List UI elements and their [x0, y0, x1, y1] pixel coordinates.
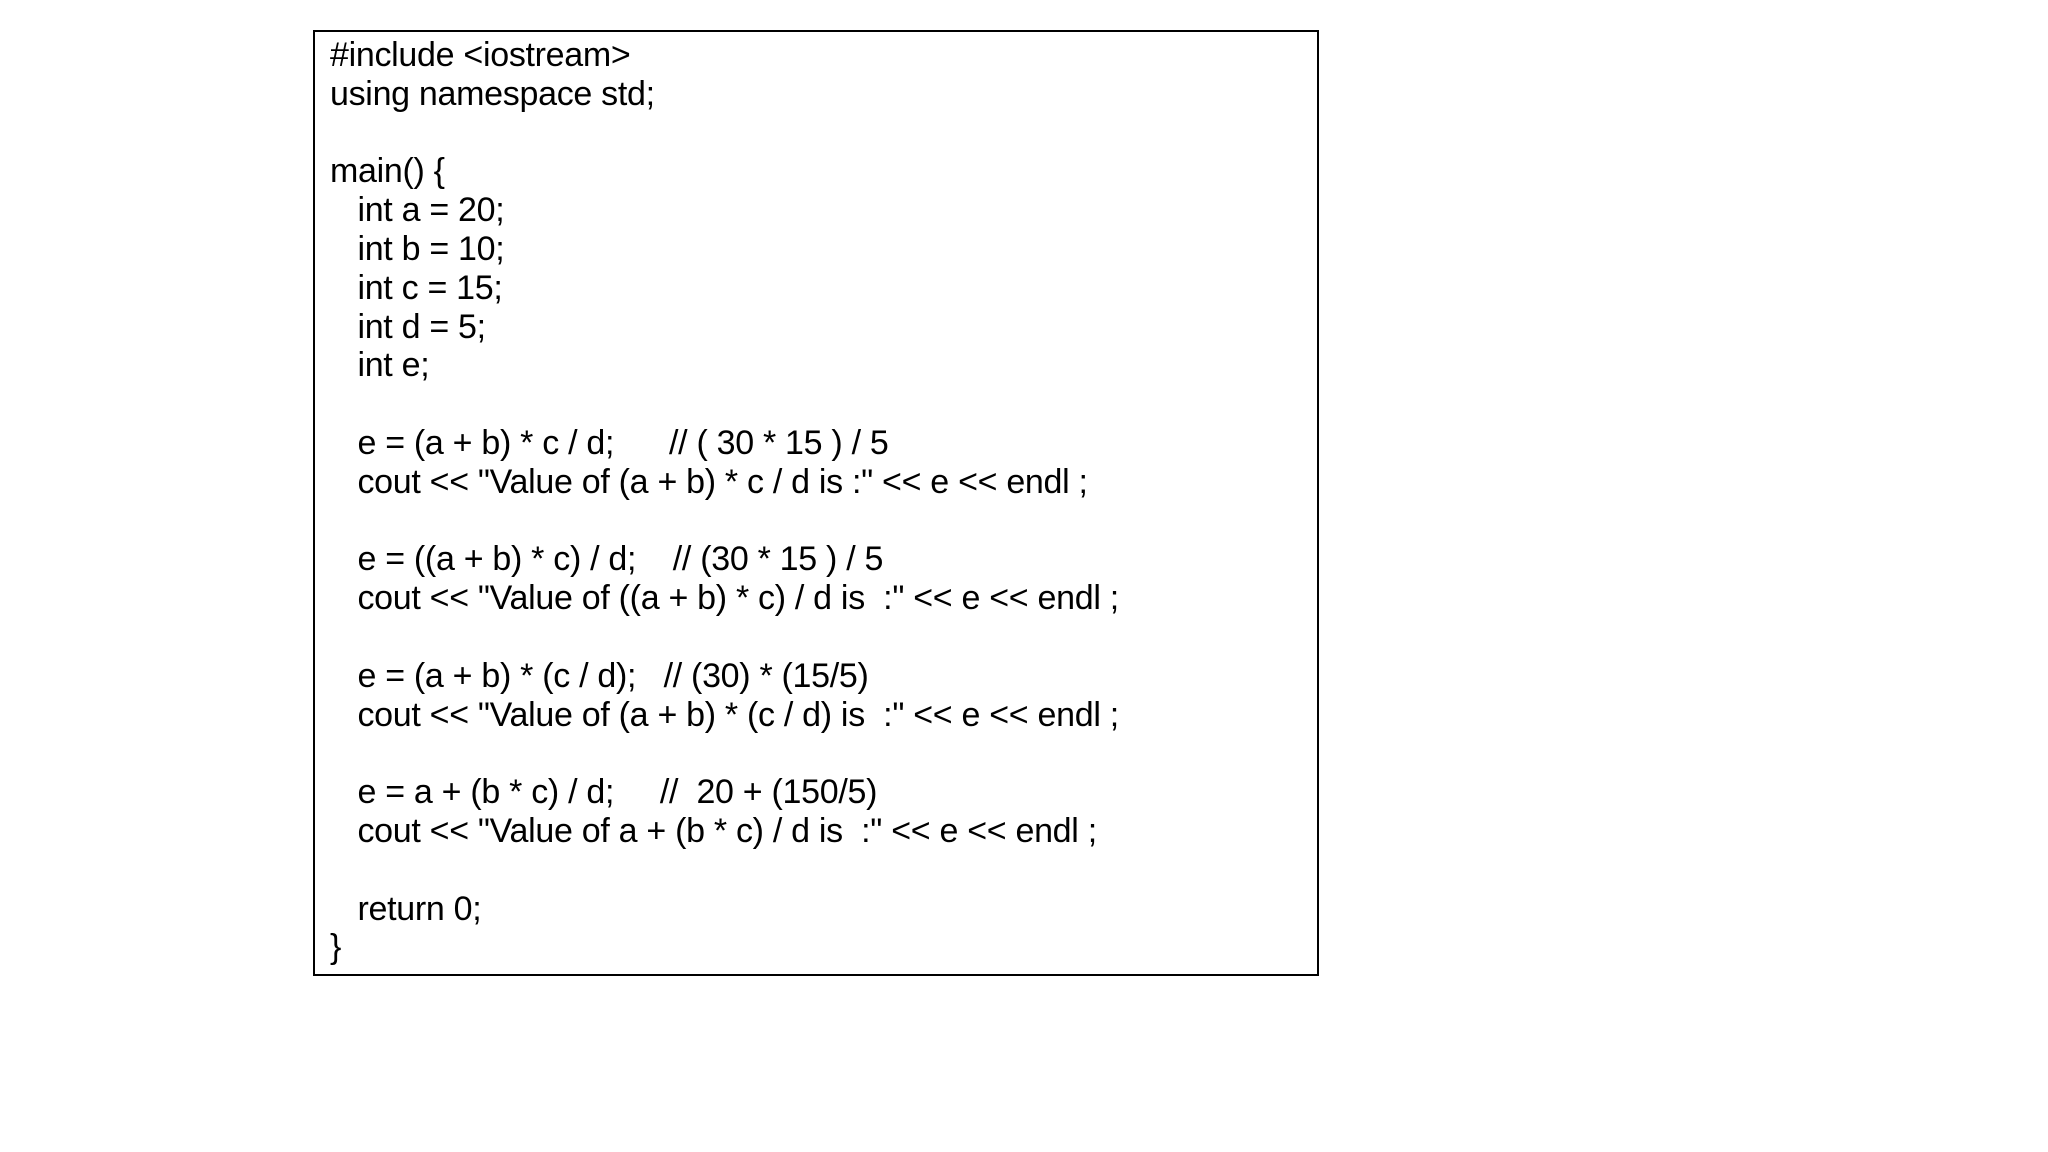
- code-line: cout << "Value of (a + b) * c / d is :" << e << endl ;: [330, 462, 1088, 501]
- code-line: cout << "Value of ((a + b) * c) / d is :" << e << endl ;: [330, 579, 1119, 618]
- code-line: using namespace std;: [330, 74, 655, 113]
- code-line: int a = 20;: [330, 191, 505, 230]
- code-line: e = ((a + b) * c) / d; // (30 * 15 ) / 5: [330, 540, 884, 579]
- code-line: [330, 851, 1119, 890]
- code-line: int b = 10;: [330, 229, 505, 268]
- code-line: [330, 114, 1119, 153]
- code-line: [330, 385, 1119, 424]
- code-line: [330, 618, 1119, 657]
- code-line: main() {: [330, 152, 445, 191]
- code-line: return 0;: [330, 889, 482, 928]
- code-listing-box: [313, 30, 1319, 976]
- code-line: e = a + (b * c) / d; // 20 + (150/5): [330, 773, 878, 812]
- code-line: [330, 502, 1119, 541]
- code-line: int c = 15;: [330, 268, 503, 307]
- code-line: e = (a + b) * (c / d); // (30) * (15/5): [330, 656, 869, 695]
- code-line: cout << "Value of a + (b * c) / d is :" << e << endl ;: [330, 811, 1097, 850]
- code-line: int e;: [330, 346, 430, 385]
- code-lines: [330, 36, 1119, 967]
- code-line: [330, 734, 1119, 773]
- code-line: int d = 5;: [330, 307, 486, 346]
- code-line: }: [330, 928, 342, 967]
- code-line: e = (a + b) * c / d; // ( 30 * 15 ) / 5: [330, 423, 889, 462]
- code-line: #include <iostream>: [330, 36, 631, 74]
- code-line: cout << "Value of (a + b) * (c / d) is :" << e << endl ;: [330, 695, 1119, 734]
